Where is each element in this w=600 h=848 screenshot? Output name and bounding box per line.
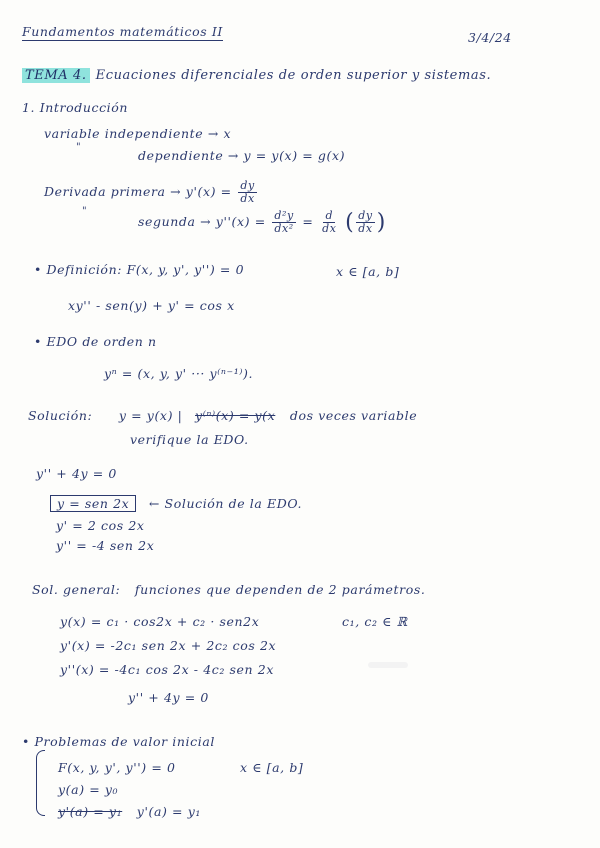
- sol-general-line: Sol. general: funciones que dependen de 2 parámetros.: [32, 582, 426, 597]
- ejemplo-d2: y'' = -4 sen 2x: [56, 538, 155, 553]
- tema-label: TEMA 4.: [22, 68, 90, 83]
- definicion-line: • Definición: F(x, y, y', y'') = 0: [34, 262, 245, 277]
- frac-d2y-dx2: $\frac{\text{d²y}}{\text{dx²}}$: [274, 209, 294, 235]
- sol-general-l4: y'' + 4y = 0: [128, 690, 209, 705]
- notes-date: 3/4/24: [468, 30, 512, 45]
- frac-dy-dx-inner: $\frac{dy}{dx}$: [358, 209, 373, 235]
- pvi-struck: y'(a) = y₁: [58, 804, 123, 819]
- boxed-solution: y = sen 2x: [50, 495, 136, 512]
- edo-orden-n-title: • EDO de orden n: [34, 334, 157, 349]
- solucion-verifique: verifique la EDO.: [130, 432, 249, 447]
- tema-heading: [22, 68, 491, 83]
- definicion-example: xy'' - sen(y) + y' = cos x: [68, 298, 235, 313]
- pvi-l2: y(a) = y₀: [58, 782, 119, 797]
- pvi-l1: F(x, y, y', y'') = 0: [58, 760, 176, 775]
- sol-general-l3: y''(x) = -4c₁ cos 2x - 4c₂ sen 2x: [60, 662, 274, 677]
- pvi-brace: [36, 750, 45, 816]
- pvi-title: • Problemas de valor inicial: [22, 734, 216, 749]
- ejemplo-eq: y'' + 4y = 0: [36, 466, 117, 481]
- section-introduccion: 1. Introducción: [22, 100, 129, 115]
- var-dependiente: dependiente → y = y(x) = g(x): [138, 148, 346, 163]
- sol-general-l1: y(x) = c₁ · cos2x + c₂ · sen2x: [60, 614, 260, 629]
- sol-general-consts: c₁, c₂ ∈ ℝ: [342, 614, 408, 629]
- definicion-domain: x ∈ [a, b]: [336, 264, 400, 279]
- derivada-segunda: segunda → y''(x) = $\frac{\text{d²y}}{\text{dx²}}$ = $\frac{d}{dx}$ ( $\frac{dy}{dx}$ ): [138, 209, 386, 235]
- frac-dy-dx: $\frac{dy}{dx}$: [240, 179, 255, 205]
- notes-subject: Fundamentos matemáticos II: [22, 24, 223, 39]
- struck-text: y⁽ⁿ⁾(x) = y(x: [195, 408, 276, 423]
- var-independiente: variable independiente → x: [44, 126, 232, 141]
- pvi-domain: x ∈ [a, b]: [240, 760, 304, 775]
- pvi-l3-line: y'(a) = y₁ y'(a) = y₁: [58, 804, 201, 819]
- ditto-mark: ": [76, 142, 81, 153]
- ditto-mark-2: ": [82, 206, 87, 217]
- ejemplo-d1: y' = 2 cos 2x: [56, 518, 145, 533]
- ejemplo-solucion: y = sen 2x ← Solución de la EDO.: [50, 496, 302, 511]
- sol-general-l2: y'(x) = -2c₁ sen 2x + 2c₂ cos 2x: [60, 638, 277, 653]
- frac-d-dx: $\frac{d}{dx}$: [322, 209, 337, 235]
- solucion-line: Solución: y = y(x) | y⁽ⁿ⁾(x) = y(x dos veces variable: [28, 408, 418, 423]
- page-smudge: [368, 662, 408, 668]
- edo-orden-n-formula: yⁿ = (x, y, y' ··· y⁽ⁿ⁻¹⁾).: [104, 366, 254, 381]
- derivada-primera: Derivada primera → y'(x) = $\frac{dy}{dx}$: [44, 179, 255, 205]
- tema-title: Ecuaciones diferenciales de orden superior y sistemas.: [95, 68, 492, 83]
